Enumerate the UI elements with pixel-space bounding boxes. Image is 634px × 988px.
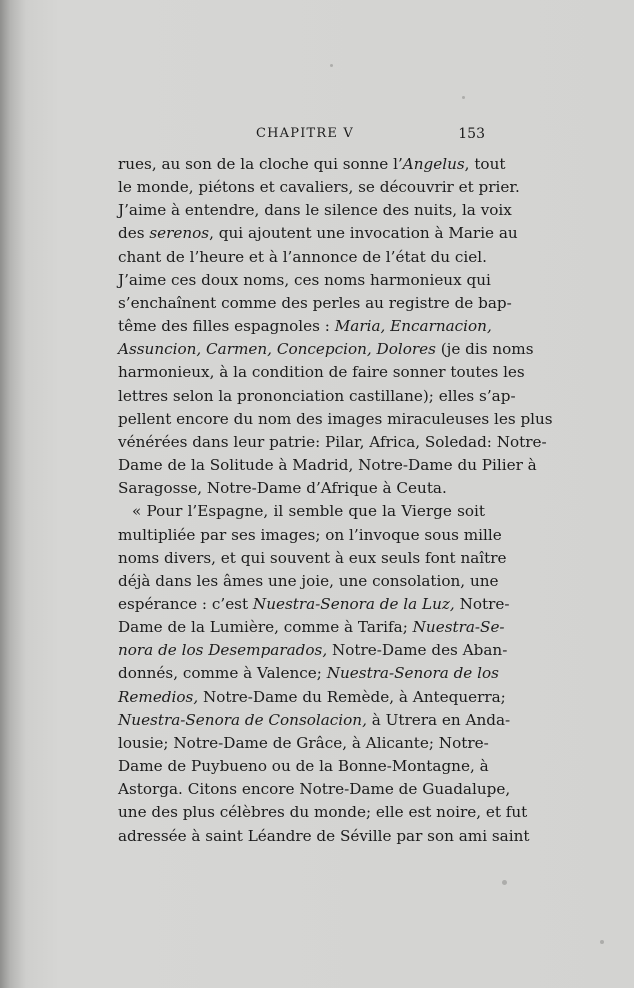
text-line [118, 315, 492, 338]
text-line [118, 755, 489, 778]
text-run: J’aime à entendre, dans le silence des nuits, la voix [118, 201, 512, 220]
text-line [118, 825, 530, 848]
text-line [118, 778, 511, 801]
text-line [118, 222, 518, 245]
text-run: , tout [464, 155, 506, 173]
text-line [118, 686, 506, 709]
text-run: , qui ajoutent une invocation à Marie au [209, 224, 518, 243]
text-run: donnés, comme à Valence; [118, 664, 327, 683]
text-run: le monde, piétons et cavaliers, se découvrir et prier. [118, 178, 520, 197]
text-line [118, 639, 508, 662]
text-run: harmonieux, à la condition de faire sonner toutes les [118, 363, 525, 382]
italic-run: Nuestra-Senora de Consolacion, [118, 710, 367, 729]
text-run: lettres selon la prononciation castillane); elles s’ap- [118, 386, 516, 405]
text-run: une des plus célèbres du monde; elle est noire, et fut [118, 803, 528, 822]
text-line [118, 570, 499, 593]
text-line [118, 454, 537, 477]
text-run: s’enchaînent comme des perles au registre de bap- [118, 293, 512, 312]
italic-run: Nuestra-Se- [412, 618, 505, 637]
text-line [118, 246, 485, 269]
text-run: Saragosse, Notre-Dame d’Afrique à Ceuta. [118, 479, 447, 498]
paper-speck [502, 880, 507, 885]
italic-run: Assuncion, Carmen, Concepcion, Dolores [118, 340, 436, 359]
text-line [118, 732, 489, 755]
text-run: vénérées dans leur patrie: Pilar, Africa, Soledad: Notre- [118, 432, 547, 451]
text-run: noms divers, et qui souvent à eux seuls font naître [118, 548, 507, 567]
text-line [118, 338, 534, 361]
text-run: espérance : c’est [118, 594, 253, 613]
text-run: J’aime ces doux noms, ces noms harmonieux qui [118, 270, 491, 289]
text-line [118, 547, 507, 570]
text-line [118, 477, 485, 500]
text-run: tême des filles espagnoles : [118, 317, 335, 336]
text-line [118, 292, 512, 315]
text-run: chant de l’heure et à l’annonce de l’état du ciel. [118, 247, 487, 266]
paper-speck [600, 940, 604, 944]
text-run: Notre-Dame du Remède, à Antequerra; [198, 687, 506, 706]
text-line [118, 269, 491, 292]
text-line [118, 662, 499, 685]
text-run: déjà dans les âmes une joie, une consolation, une [118, 571, 499, 590]
body-text [118, 153, 553, 848]
text-line [118, 500, 485, 523]
text-run: (je dis noms [435, 340, 534, 359]
text-run: Dame de la Solitude à Madrid, Notre-Dame du Pilier à [118, 456, 537, 475]
text-line [118, 361, 525, 384]
page-header [118, 124, 485, 146]
text-run: adressée à saint Léandre de Séville par son ami saint [118, 826, 530, 845]
running-head: CHAPITRE V [256, 126, 355, 141]
paper-speck [462, 96, 465, 99]
text-run: des [118, 224, 150, 243]
text-run: Notre- [454, 594, 510, 613]
page-number: 153 [458, 126, 485, 142]
text-line [118, 616, 505, 639]
text-run: Dame de la Lumière, comme à Tarifa; [118, 618, 413, 637]
text-run: « Pour l’Espagne, il semble que la Vierge soit [132, 502, 485, 521]
text-line [118, 153, 506, 176]
text-run: lousie; Notre-Dame de Grâce, à Alicante; Notre- [118, 733, 489, 752]
text-line [118, 709, 511, 732]
text-run: pellent encore du nom des images miraculeuses les plus [118, 409, 553, 428]
italic-run: Nuestra-Senora de los [326, 664, 499, 683]
text-run: à Utrera en Anda- [366, 710, 511, 729]
italic-run: Nuestra-Senora de la Luz, [252, 594, 455, 613]
text-line [118, 524, 502, 547]
text-line [118, 801, 528, 824]
text-line [118, 408, 553, 431]
italic-run: nora de los Desemparados, [118, 641, 328, 660]
italic-run: Maria, Encarnacion, [334, 317, 492, 336]
text-line [118, 385, 516, 408]
text-line [118, 199, 512, 222]
text-run: Dame de Puybueno ou de la Bonne-Montagne, à [118, 757, 489, 776]
text-run: Astorga. Citons encore Notre-Dame de Guadalupe, [118, 780, 511, 799]
text-run: rues, au son de la cloche qui sonne l’ [118, 155, 403, 173]
text-line [118, 176, 520, 199]
text-line [118, 431, 547, 454]
text-run: multipliée par ses images; on l’invoque sous mille [118, 525, 502, 544]
italic-run: Angelus [402, 155, 465, 173]
text-line [118, 593, 510, 616]
paper-speck [330, 64, 333, 67]
italic-run: serenos [149, 224, 210, 243]
text-run: Notre-Dame des Aban- [327, 641, 508, 660]
italic-run: Remedios, [118, 687, 199, 706]
